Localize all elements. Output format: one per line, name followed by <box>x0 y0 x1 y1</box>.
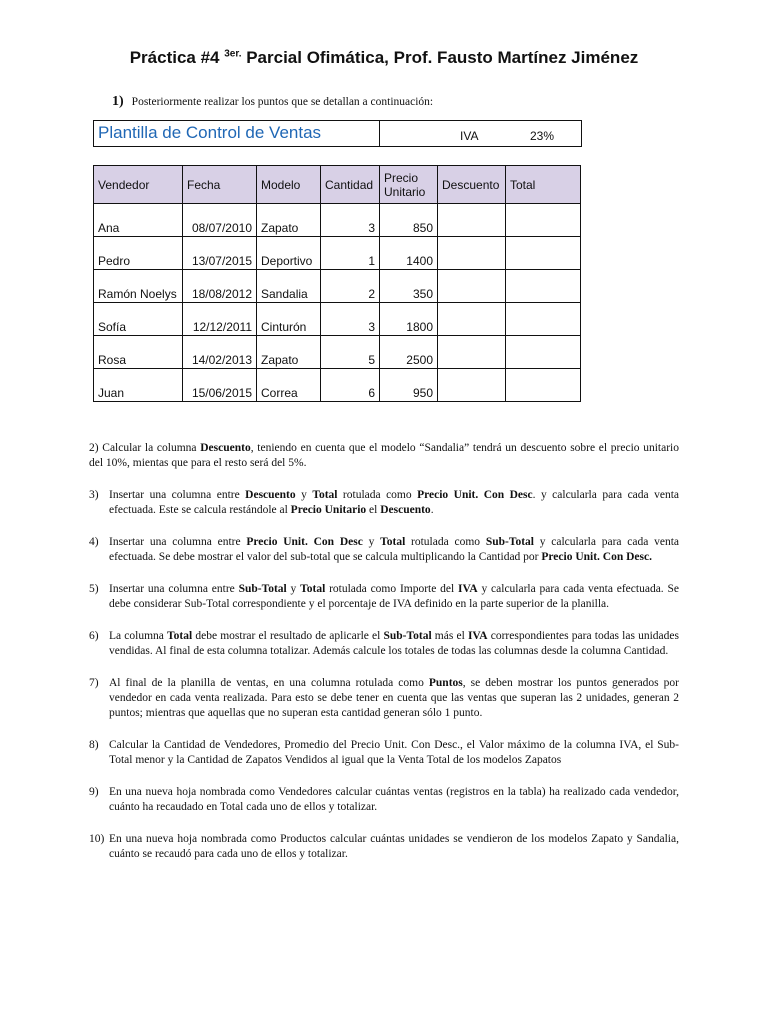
instruction-item <box>89 441 679 471</box>
cell-modelo: Sandalia <box>257 270 321 303</box>
instruction-text: Insertar una columna entre Precio Unit. Con Desc y Total rotulada como Sub-Total y calcularla para cada venta efectuada. Se debe mostrar el valor del sub-total que se calcula multiplicando la Cantidad por Precio Unit. Con Desc. <box>109 536 680 563</box>
header-fecha: Fecha <box>183 166 257 204</box>
instruction-item <box>89 785 679 815</box>
cell-descuento <box>438 237 506 270</box>
cell-cantidad: 3 <box>321 204 380 237</box>
cell-modelo: Deportivo <box>257 237 321 270</box>
instruction-text: La columna Total debe mostrar el resultado de aplicarle el Sub-Total más el IVA correspondientes para todas las unidades vendidas. Al final de esta columna totalizar. Además calcule los totales de todas las columnas desde la columna Cantidad. <box>109 630 679 657</box>
cell-modelo: Zapato <box>257 204 321 237</box>
cell-precio: 2500 <box>380 336 438 369</box>
instruction-number: 6) <box>89 630 99 642</box>
cell-vendedor: Juan <box>94 369 183 402</box>
instruction-number: 4) <box>89 536 99 548</box>
cell-cantidad: 1 <box>321 237 380 270</box>
table-row <box>94 336 581 369</box>
table-row <box>94 303 581 336</box>
instruction-text: En una nueva hoja nombrada como Productos calcular cuántas unidades se vendieron de los modelos Zapato y Sandalia, cuánto se recaudó para cada uno de ellos y totalizar. <box>109 833 679 860</box>
cell-precio: 350 <box>380 270 438 303</box>
instruction-number: 5) <box>89 583 99 595</box>
table-header-row <box>94 166 581 204</box>
cell-descuento <box>438 270 506 303</box>
iva-value: 23% <box>530 129 555 143</box>
cell-total <box>506 237 581 270</box>
cell-fecha: 12/12/2011 <box>183 303 257 336</box>
template-header <box>93 120 582 147</box>
instruction-number: 8) <box>89 739 99 751</box>
cell-vendedor: Ana <box>94 204 183 237</box>
cell-modelo: Zapato <box>257 336 321 369</box>
instruction-item <box>89 738 679 768</box>
cell-fecha: 18/08/2012 <box>183 270 257 303</box>
instruction-number: 9) <box>89 786 99 798</box>
table-row <box>94 237 581 270</box>
cell-total <box>506 204 581 237</box>
instruction-text: Al final de la planilla de ventas, en una columna rotulada como Puntos, se deben mostrar los puntos generados por vendedor en cada venta realizada. Para esto se debe tener en cuenta que las ventas que superan las 2 unidades, generan 2 puntos; mientras que aquellas que no superan esta cantidad generan sólo 1 punto. <box>109 677 680 719</box>
instructions-list <box>89 441 679 879</box>
cell-vendedor: Rosa <box>94 336 183 369</box>
cell-precio: 1800 <box>380 303 438 336</box>
header-descuento: Descuento <box>438 166 506 204</box>
table-row <box>94 369 581 402</box>
instruction-text: 2) Calcular la columna Descuento, teniendo en cuenta que el modelo “Sandalia” tendrá un descuento sobre el precio unitario del 10%, mientas que para el resto será del 5%. <box>89 442 680 469</box>
cell-descuento <box>438 303 506 336</box>
header-total: Total <box>506 166 581 204</box>
cell-cantidad: 2 <box>321 270 380 303</box>
instruction-item <box>89 629 679 659</box>
cell-cantidad: 5 <box>321 336 380 369</box>
cell-total <box>506 369 581 402</box>
cell-total <box>506 303 581 336</box>
cell-total <box>506 336 581 369</box>
instruction-text: Insertar una columna entre Descuento y Total rotulada como Precio Unit. Con Desc. y calcularla para cada venta efectuada. Este se calcula restándole al Precio Unitario el Descuento. <box>109 489 679 516</box>
cell-fecha: 14/02/2013 <box>183 336 257 369</box>
instruction-number: 10) <box>89 833 105 845</box>
cell-descuento <box>438 204 506 237</box>
instruction-item <box>89 676 679 721</box>
template-title: Plantilla de Control de Ventas <box>94 121 380 146</box>
cell-fecha: 13/07/2015 <box>183 237 257 270</box>
instruction-text: En una nueva hoja nombrada como Vendedores calcular cuántas ventas (registros en la tabla) ha realizado cada vendedor, cuánto ha recaudado en Total cada uno de ellos y totalizar. <box>109 786 679 813</box>
cell-precio: 950 <box>380 369 438 402</box>
cell-vendedor: Ramón Noelys <box>94 270 183 303</box>
header-precio-unitario: Precio Unitario <box>380 166 438 204</box>
iva-label: IVA <box>460 129 479 143</box>
cell-fecha: 08/07/2010 <box>183 204 257 237</box>
instruction-item <box>89 535 679 565</box>
instruction-text: Calcular la Cantidad de Vendedores, Promedio del Precio Unit. Con Desc., el Valor máximo de la columna IVA, el Sub-Total menor y la Cantidad de Zapatos Vendidos al igual que la Venta Total de los modelos Zapatos <box>109 739 679 766</box>
instruction-item <box>89 582 679 612</box>
table-row <box>94 270 581 303</box>
cell-modelo: Correa <box>257 369 321 402</box>
page-title: Práctica #4 $^{3er.}$ Parcial Ofimática, Prof. Fausto Martínez Jiménez <box>129 48 639 67</box>
cell-cantidad: 6 <box>321 369 380 402</box>
instruction-text: Insertar una columna entre Sub-Total y Total rotulada como Importe del IVA y calcularla para cada venta efectuada. Se debe considerar Sub-Total correspondiente y el porcentaje de IVA definido en la parte superior de la planilla. <box>109 583 679 610</box>
intro-paragraph: 1) Posteriormente realizar los puntos que se detallan a continuación: <box>112 94 434 109</box>
header-cantidad: Cantidad <box>321 166 380 204</box>
header-modelo: Modelo <box>257 166 321 204</box>
cell-precio: 850 <box>380 204 438 237</box>
instruction-number: 3) <box>89 489 99 501</box>
cell-vendedor: Pedro <box>94 237 183 270</box>
cell-cantidad: 3 <box>321 303 380 336</box>
cell-precio: 1400 <box>380 237 438 270</box>
instruction-item <box>89 832 679 862</box>
cell-modelo: Cinturón <box>257 303 321 336</box>
instruction-number: 7) <box>89 677 99 689</box>
table-row <box>94 204 581 237</box>
cell-fecha: 15/06/2015 <box>183 369 257 402</box>
cell-descuento <box>438 369 506 402</box>
sales-table <box>93 165 581 402</box>
instruction-item <box>89 488 679 518</box>
cell-total <box>506 270 581 303</box>
cell-descuento <box>438 336 506 369</box>
cell-vendedor: Sofía <box>94 303 183 336</box>
header-vendedor: Vendedor <box>94 166 183 204</box>
iva-cell <box>380 121 581 146</box>
